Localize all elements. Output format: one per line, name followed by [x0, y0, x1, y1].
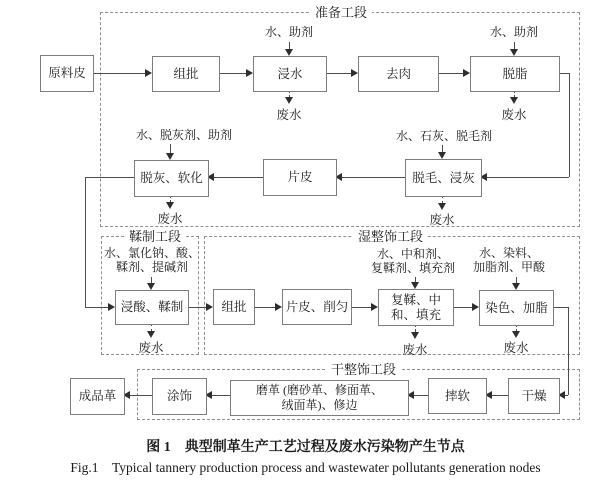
flow-softening-to-buffing	[414, 395, 428, 396]
wastewater-arrowhead-dyeing	[512, 331, 520, 338]
flow-arrowhead-soaking	[246, 69, 253, 77]
node-drying-label: 干燥	[521, 388, 547, 403]
wastewater-label-dyeing: 废水	[503, 341, 529, 355]
input-arrowhead-unhairing	[438, 152, 446, 159]
node-splitting-1-label: 片皮	[287, 170, 313, 184]
flow-coating-to-finished	[130, 395, 152, 396]
node-raw-hide-label: 原料皮	[48, 66, 86, 80]
flow-buffing-to-coating	[212, 395, 230, 396]
node-soaking-label: 浸水	[277, 66, 303, 81]
input-arrowhead-deliming	[166, 153, 174, 160]
wastewater-arrowhead-unhairing	[438, 203, 446, 210]
input-label-deliming: 水、脱灰剂、助剂	[135, 128, 232, 142]
flow-arrowhead-pickling	[108, 303, 115, 311]
node-batching-2-label: 组批	[221, 299, 247, 314]
flow-pickling-to-batching2	[187, 307, 206, 308]
figure-caption-en: Fig.1 Typical tannery production process and wastewater pollutants generation nodes	[70, 460, 541, 475]
input-label-retanning	[361, 248, 465, 275]
node-finished-leather	[70, 378, 125, 415]
wastewater-label-deliming: 废水	[157, 212, 183, 226]
wastewater-label-soaking: 废水	[276, 108, 302, 122]
input-label-dyeing	[458, 247, 560, 274]
flow-batching2-to-splitshave	[253, 307, 275, 308]
flow-dyeing-down	[568, 307, 569, 395]
flow-deliming-down	[85, 177, 86, 307]
wastewater-label-pickling: 废水	[138, 341, 164, 355]
flow-arrowhead-splitshave	[275, 303, 282, 311]
node-deliming-softening-label: 脱灰、软化	[140, 171, 203, 185]
input-label-pickling-line1: 水、氯化钠、酸、	[103, 246, 200, 260]
node-raw-hide	[40, 55, 94, 92]
flow-defleshing-to-degreasing	[437, 73, 463, 74]
node-defleshing	[358, 56, 439, 92]
node-buffing-trimming	[230, 380, 409, 416]
input-label-dyeing-line2: 加脂剂、甲酸	[472, 259, 545, 274]
node-unhairing-liming	[405, 159, 482, 197]
figure-caption-zh: 图 1 典型制革生产工艺过程及废水污染物产生节点	[146, 440, 465, 455]
wastewater-arrowhead-retanning	[411, 332, 419, 339]
flow-dyeing-out	[552, 307, 568, 308]
node-softening-label: 摔软	[444, 388, 470, 403]
flow-into-drying	[565, 395, 568, 396]
input-arrowhead-dyeing	[512, 283, 520, 290]
input-arrowhead-degreasing	[510, 49, 518, 56]
wastewater-label-unhairing: 废水	[429, 213, 455, 227]
node-degreasing-label: 脱脂	[502, 66, 528, 81]
flow-unhairing-to-splitting	[342, 177, 405, 178]
node-finished-leather-label: 成品革	[78, 389, 117, 403]
node-splitting-shaving-label: 片皮、削匀	[285, 299, 349, 314]
node-retanning-neutralizing-filling	[378, 289, 454, 326]
node-splitting-shaving	[282, 289, 352, 325]
node-buffing-label-line1: 磨革 (磨砂革、修面革、	[256, 383, 383, 397]
flow-splitting-to-deliming	[214, 177, 263, 178]
wastewater-label-retanning: 废水	[402, 343, 428, 357]
flow-soaking-to-defleshing	[325, 73, 351, 74]
node-splitting-1	[263, 159, 337, 196]
node-retanning-label-line2: 和、填充	[390, 307, 441, 322]
input-arrowhead-soaking	[285, 49, 293, 56]
node-batching-1-label: 组批	[173, 66, 199, 81]
wastewater-arrowhead-pickling	[147, 331, 155, 338]
stage-label-preparation: 准备工段	[310, 5, 372, 20]
flow-arrowhead-defleshing	[351, 69, 358, 77]
node-drying	[508, 378, 560, 414]
node-batching-1	[152, 56, 220, 92]
input-label-retanning-line2: 复鞣剂、填充剂	[370, 260, 455, 275]
input-label-retanning-line1: 水、中和剂、	[376, 247, 449, 261]
node-deliming-softening	[134, 160, 209, 197]
node-defleshing-label: 去肉	[385, 66, 411, 81]
node-pickling-tanning	[115, 290, 189, 325]
input-label-dyeing-line1: 水、染料、	[478, 246, 539, 260]
stage-label-wet-finishing: 湿整饰工段	[353, 229, 428, 244]
flow-splitshave-to-retanning	[350, 307, 371, 308]
flow-degreasing-down	[569, 73, 570, 177]
flow-arrowhead-dyeing	[472, 303, 479, 311]
wastewater-arrowhead-soaking	[285, 97, 293, 104]
node-degreasing	[470, 56, 560, 92]
node-buffing-label-line2: 绒面革)、修边	[281, 398, 358, 412]
input-label-degreasing: 水、助剂	[489, 25, 538, 39]
flow-rawhide-to-batching	[92, 73, 145, 74]
input-arrow-deliming	[170, 144, 171, 153]
node-soaking	[253, 56, 327, 92]
node-dyeing-fatliquoring-label: 染色、加脂	[485, 300, 548, 315]
flow-retanning-to-dyeing	[452, 307, 472, 308]
node-coating	[152, 378, 207, 415]
input-label-soaking: 水、助剂	[264, 25, 313, 39]
flow-into-pickling	[85, 307, 108, 308]
flow-deliming-out	[85, 177, 134, 178]
input-arrow-unhairing	[442, 145, 443, 152]
flow-into-unhairing	[487, 177, 569, 178]
node-coating-label: 涂饰	[166, 389, 192, 403]
wastewater-label-degreasing: 废水	[501, 108, 527, 122]
input-arrowhead-pickling	[147, 283, 155, 290]
node-batching-2	[213, 289, 255, 325]
node-pickling-tanning-label: 浸酸、鞣制	[120, 300, 184, 314]
input-arrowhead-retanning	[411, 282, 419, 289]
flow-arrowhead-batching2	[206, 303, 213, 311]
flow-drying-to-softening	[492, 395, 508, 396]
flow-arrowhead-retanning	[371, 303, 378, 311]
flow-arrowhead-batching1	[145, 69, 152, 77]
node-softening	[428, 378, 487, 414]
flow-batching-to-soaking	[218, 73, 246, 74]
wastewater-arrowhead-degreasing	[510, 97, 518, 104]
stage-label-dry-finishing: 干整饰工段	[326, 362, 401, 377]
stage-label-tanning: 鞣制工段	[124, 229, 186, 244]
flow-arrowhead-degreasing	[463, 69, 470, 77]
input-label-pickling-line2: 鞣剂、提碱剂	[115, 259, 188, 274]
node-unhairing-liming-label: 脱毛、浸灰	[412, 170, 475, 185]
node-retanning-label-line1: 复鞣、中	[390, 292, 441, 307]
wastewater-arrowhead-deliming	[166, 202, 174, 209]
node-dyeing-fatliquoring	[479, 290, 554, 326]
input-label-pickling	[101, 247, 203, 274]
input-label-unhairing: 水、石灰、脱毛剂	[395, 129, 492, 143]
